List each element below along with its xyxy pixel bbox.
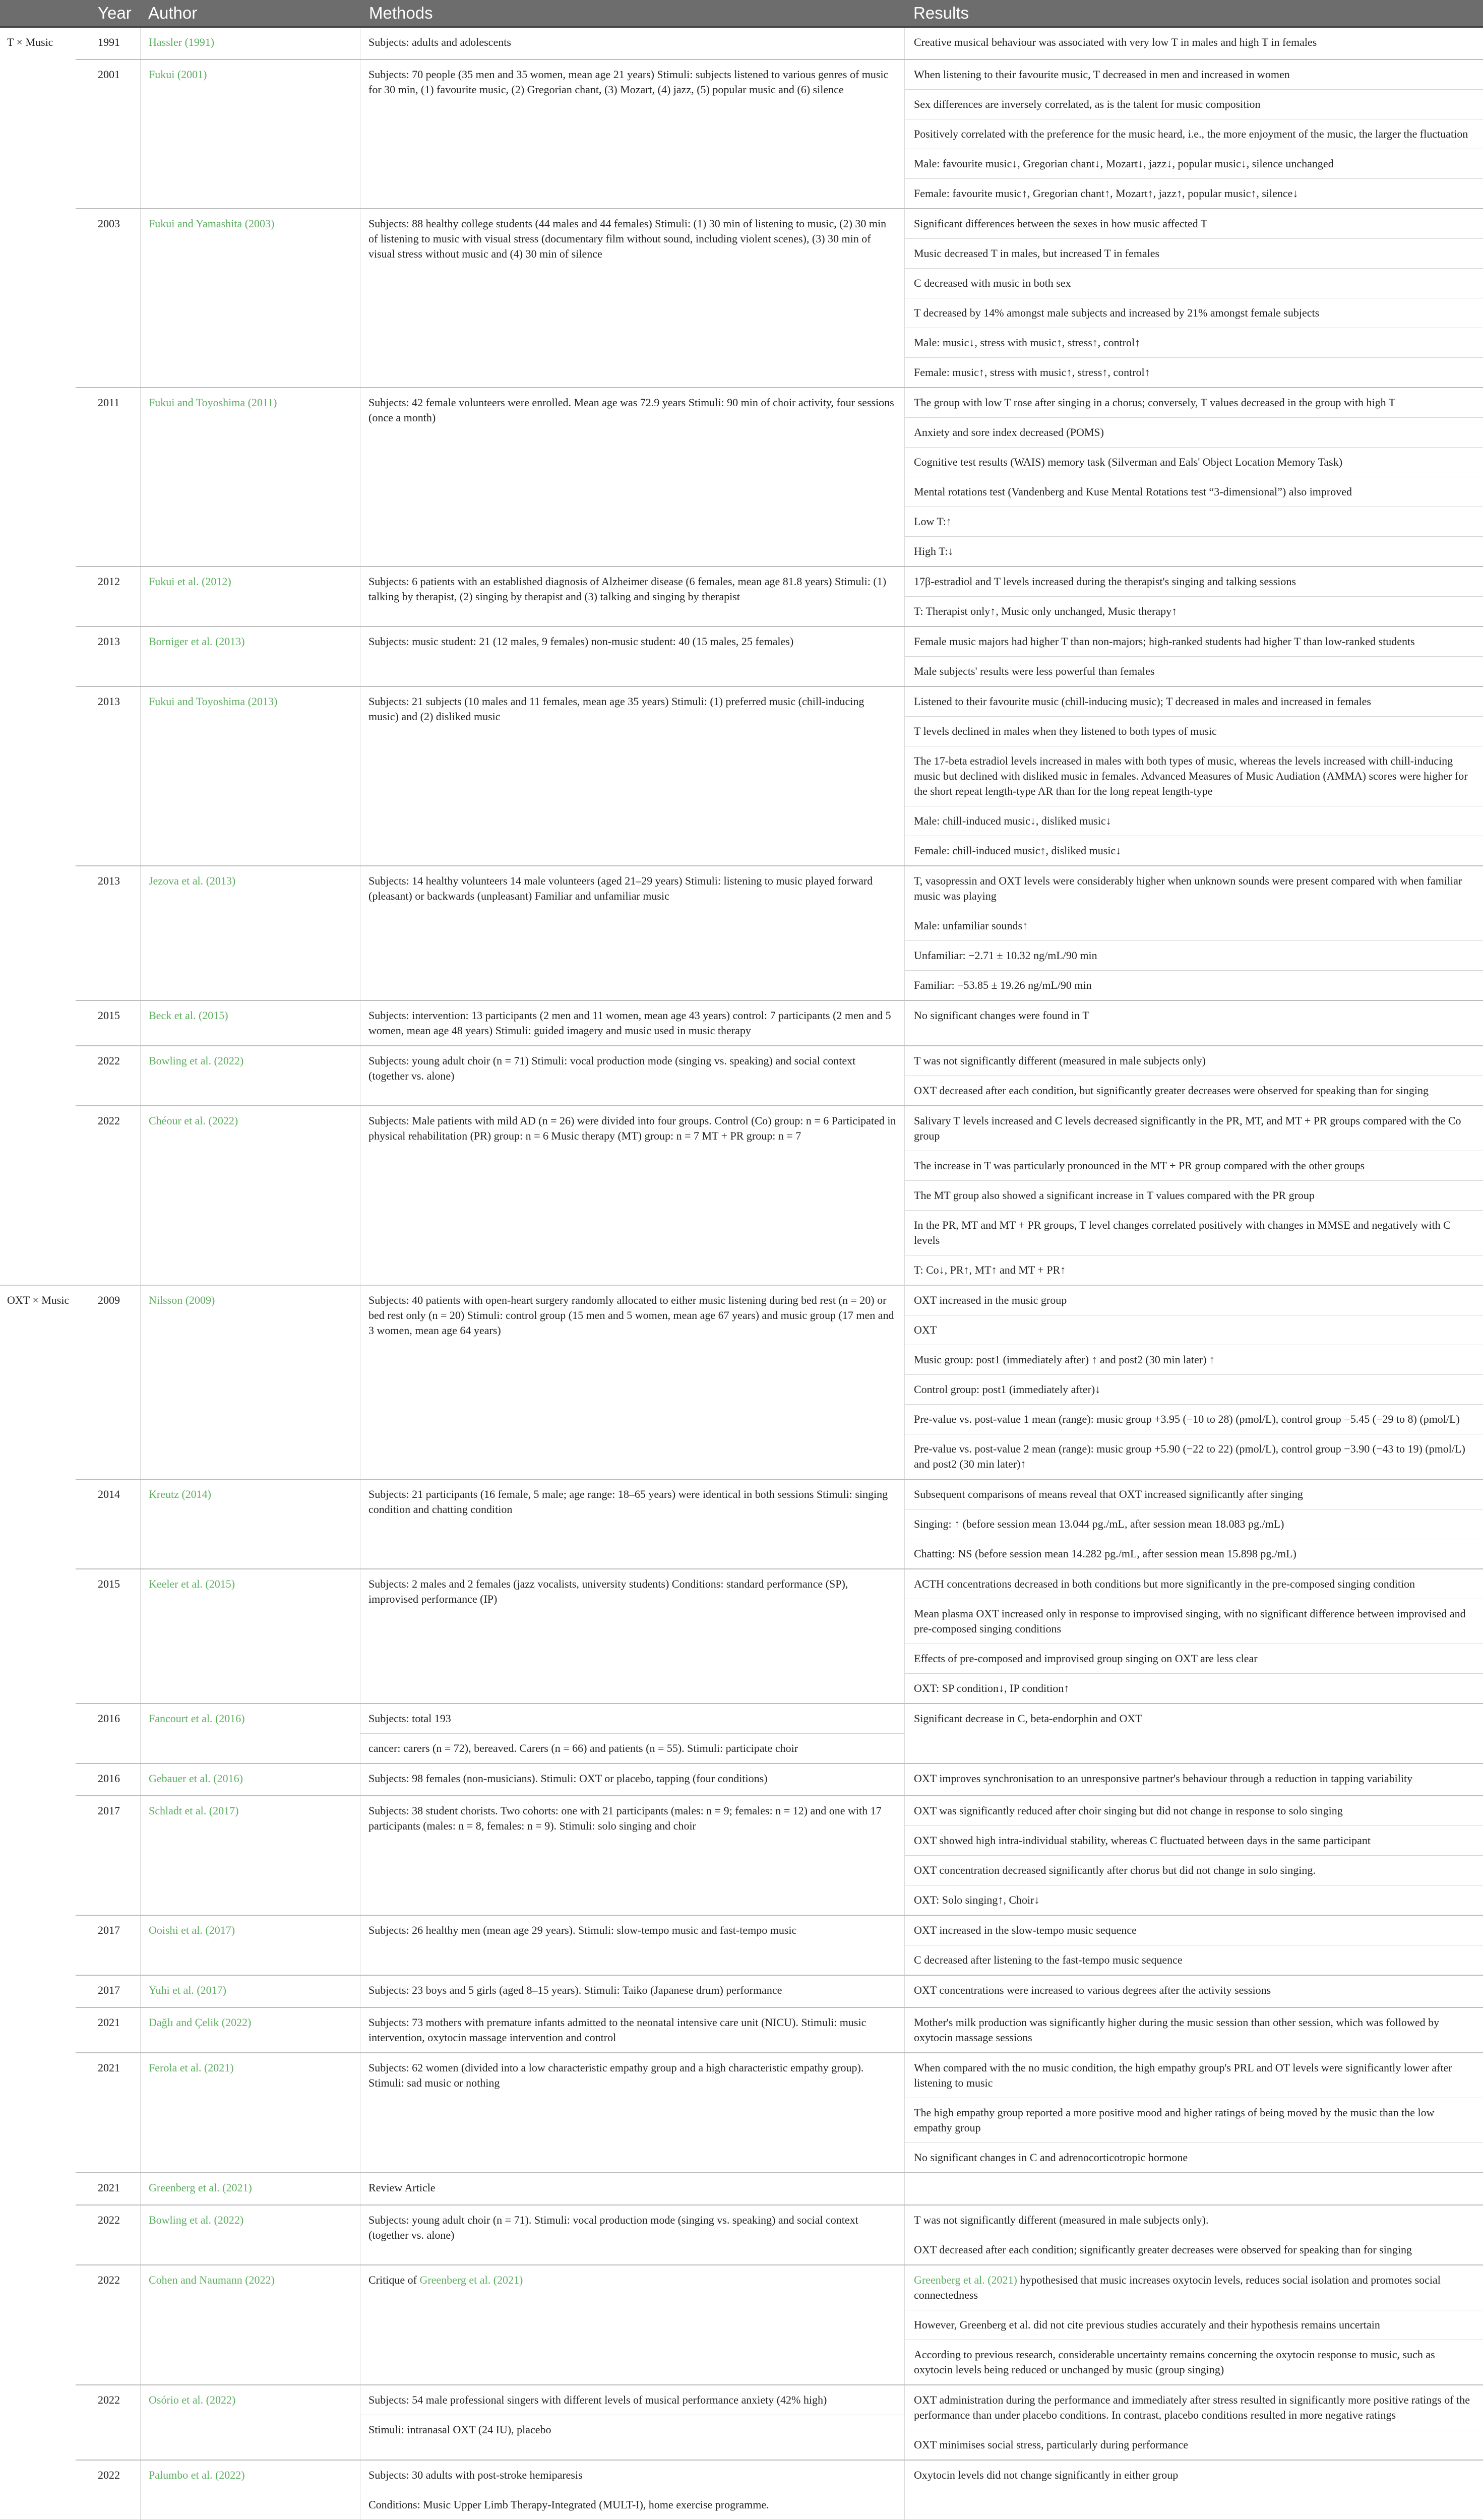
author-cell [140, 1286, 360, 1479]
year-text: 2013 [98, 635, 120, 648]
result-text: T levels declined in males when they listened to both types of music [905, 717, 1483, 746]
year-cell [76, 60, 140, 208]
results-cell [904, 2206, 1483, 2264]
result-text: Female music majors had higher T than non-majors; high-ranked students had higher T than low-ranked students [905, 627, 1483, 657]
author-cell [140, 1046, 360, 1105]
results-cell [904, 687, 1483, 865]
methods-cell [360, 866, 905, 1000]
results-cell [904, 2008, 1483, 2052]
author-cell [140, 388, 360, 566]
result-text: Salivary T levels increased and C levels decreased significantly in the PR, MT, and MT + PR groups compared with the Co group [905, 1106, 1483, 1151]
year-cell [76, 1046, 140, 1105]
methods-cell [360, 1001, 905, 1045]
year-cell [76, 388, 140, 566]
methods-cell [360, 1569, 905, 1703]
results-cell [904, 567, 1483, 626]
table-row [76, 2264, 1483, 2384]
author-cell [140, 1796, 360, 1915]
result-text: OXT decreased after each condition, but significantly greater decreases were observed for speaking than for singing [914, 1084, 1429, 1097]
methods-cell [360, 1764, 905, 1795]
author-citation-link[interactable]: Hassler (1991) [149, 36, 215, 48]
result-text: Significant differences between the sexes in how music affected T [905, 209, 1483, 239]
year-text: 2022 [98, 2393, 120, 2406]
methods-cell [360, 2008, 905, 2052]
methods-text: Subjects: 21 subjects (10 males and 11 females, mean age 35 years) Stimuli: (1) preferred music (chill-inducing music) and (2) disliked music [368, 695, 864, 723]
year-text: 2015 [98, 1009, 120, 1022]
results-cell [904, 1046, 1483, 1105]
year-cell [76, 567, 140, 626]
year-cell [76, 627, 140, 686]
author-cell [140, 1764, 360, 1795]
year-cell [76, 2461, 140, 2519]
result-text: Anxiety and sore index decreased (POMS) [905, 418, 1483, 448]
table-row [76, 59, 1483, 208]
year-cell [76, 1106, 140, 1285]
result-text: Mental rotations test (Vandenberg and Kuse Mental Rotations test “3-dimensional”) also improved [905, 477, 1483, 507]
result-text: No significant changes in C and adrenocorticotropic hormone [914, 2151, 1188, 2164]
methods-cell [360, 1046, 905, 1105]
results-cell [904, 2461, 1483, 2519]
author-citation-link[interactable]: Greenberg et al. (2021) [149, 2181, 252, 2194]
author-citation-link[interactable]: Ferola et al. (2021) [149, 2061, 234, 2074]
result-text: Chatting: NS (before session mean 14.282 pg./mL, after session mean 15.898 pg./mL) [914, 1547, 1296, 1560]
year-text: 2001 [98, 68, 120, 81]
author-cell [140, 2206, 360, 2264]
author-cell [140, 2053, 360, 2172]
results-cell [904, 866, 1483, 1000]
table-row [76, 1763, 1483, 1795]
result-text: OXT increased in the slow-tempo music sequence [905, 1916, 1483, 1945]
results-cell [904, 1569, 1483, 1703]
author-citation-link[interactable]: Gebauer et al. (2016) [149, 1772, 243, 1785]
result-text: Pre-value vs. post-value 1 mean (range): music group +3.95 (−10 to 28) (pmol/L), control group −5.45 (−29 to 8) (pmol/L) [905, 1405, 1483, 1434]
results-cell [904, 2265, 1483, 2384]
author-citation-link[interactable]: Bowling et al. (2022) [149, 2214, 244, 2226]
result-text [905, 2265, 1483, 2310]
result-text: Female: music↑, stress with music↑, stress↑, control↑ [914, 366, 1150, 379]
methods-cell [360, 687, 905, 865]
author-citation-link[interactable]: Dağlı and Çelik (2022) [149, 2016, 252, 2029]
table-row [76, 1479, 1483, 1568]
result-text: Sex differences are inversely correlated, as is the talent for music composition [905, 90, 1483, 119]
year-text: 2013 [98, 695, 120, 708]
results-cell [904, 60, 1483, 208]
methods-text: Subjects: 26 healthy men (mean age 29 years). Stimuli: slow-tempo music and fast-tempo music [368, 1924, 797, 1936]
table-row [76, 387, 1483, 566]
year-cell [76, 1001, 140, 1045]
methods-cell [360, 2461, 905, 2519]
year-text: 2012 [98, 575, 120, 588]
result-text: OXT increased in the music group [905, 1286, 1483, 1315]
author-citation-link[interactable]: Kreutz (2014) [149, 1488, 212, 1500]
result-text: OXT improves synchronisation to an unresponsive partner's behaviour through a reduction in tapping variability [914, 1772, 1413, 1785]
result-text: The MT group also showed a significant increase in T values compared with the PR group [905, 1181, 1483, 1211]
author-cell [140, 567, 360, 626]
author-cell [140, 209, 360, 387]
result-text: Low T:↑ [905, 507, 1483, 537]
result-text: Singing: ↑ (before session mean 13.044 pg./mL, after session mean 18.083 pg./mL) [905, 1509, 1483, 1539]
result-text: Oxytocin levels did not change significantly in either group [914, 2469, 1179, 2481]
author-cell [140, 627, 360, 686]
year-text: 2009 [98, 1294, 120, 1306]
header-results: Results [913, 4, 969, 22]
results-cell [904, 1796, 1483, 1915]
group-label: OXT × Music [7, 1294, 70, 1306]
year-cell [76, 2173, 140, 2204]
year-text: 2022 [98, 2274, 120, 2286]
methods-cell [360, 2206, 905, 2264]
table-row [76, 2384, 1483, 2460]
methods-text: Subjects: young adult choir (n = 71) Stimuli: vocal production mode (singing vs. speaking) and social context (together vs. alone) [368, 1054, 856, 1082]
methods-text: Subjects: 98 females (non-musicians). Stimuli: OXT or placebo, tapping (four conditions) [368, 1772, 768, 1785]
year-text: 2022 [98, 1114, 120, 1127]
author-cell [140, 60, 360, 208]
year-text: 2003 [98, 217, 120, 230]
methods-text: Subjects: 30 adults with post-stroke hemiparesis [368, 2469, 583, 2481]
table-row [76, 2204, 1483, 2264]
result-text: 17β-estradiol and T levels increased during the therapist's singing and talking sessions [905, 567, 1483, 597]
methods-cell [360, 1796, 905, 1915]
result-text: Male subjects' results were less powerful than females [914, 665, 1155, 677]
result-text: OXT: SP condition↓, IP condition↑ [914, 1682, 1070, 1694]
header-year: Year [98, 4, 132, 22]
result-text: However, Greenberg et al. did not cite previous studies accurately and their hypothesis remains uncertain [905, 2310, 1483, 2340]
result-text: Positively correlated with the preference for the music heard, i.e., the more enjoyment of the music, the larger the fluctuation [905, 119, 1483, 149]
results-cell [904, 1286, 1483, 1479]
result-text-rest: hypothesised that music increases oxytocin levels, reduces social isolation and promotes social connectedness [914, 2274, 1441, 2301]
result-text: High T:↓ [914, 545, 954, 557]
year-text: 2015 [98, 1578, 120, 1590]
year-text: 2021 [98, 2061, 120, 2074]
methods-prefix: Critique of [368, 2274, 420, 2286]
author-citation-link[interactable]: Nilsson (2009) [149, 1294, 215, 1306]
group-label: T × Music [7, 36, 53, 48]
year-text: 2013 [98, 874, 120, 887]
year-cell [76, 687, 140, 865]
result-text: C decreased with music in both sex [905, 269, 1483, 298]
results-cell [904, 627, 1483, 686]
result-text: No significant changes were found in T [914, 1009, 1089, 1022]
author-cell [140, 866, 360, 1000]
methods-text: Subjects: intervention: 13 participants (2 men and 11 women, mean age 43 years) control: 7 participants (2 men and 5 women, mean age 48 years) Stimuli: guided imagery and music used in music therapy [368, 1009, 891, 1037]
author-cell [140, 1480, 360, 1568]
author-cell [140, 1916, 360, 1975]
header-author: Author [148, 4, 198, 22]
year-cell [76, 866, 140, 1000]
year-cell [76, 1480, 140, 1568]
year-text: 2014 [98, 1488, 120, 1500]
year-text: 2022 [98, 2214, 120, 2226]
year-cell [76, 1569, 140, 1703]
year-text: 2017 [98, 1924, 120, 1936]
author-citation-link[interactable]: Palumbo et al. (2022) [149, 2469, 245, 2481]
author-cell [140, 28, 360, 59]
result-text: Significant decrease in C, beta-endorphin and OXT [914, 1712, 1142, 1725]
result-text: T, vasopressin and OXT levels were considerably higher when unknown sounds were present compared with when familiar music was playing [905, 866, 1483, 911]
result-text: Female: favourite music↑, Gregorian chant↑, Mozart↑, jazz↑, popular music↑, silence↓ [914, 187, 1299, 200]
table-row [76, 2052, 1483, 2172]
year-text: 2017 [98, 1804, 120, 1817]
author-citation-link[interactable]: Fukui (2001) [149, 68, 207, 81]
methods-text: Subjects: music student: 21 (12 males, 9 females) non-music student: 40 (15 males, 25 females) [368, 635, 794, 648]
author-citation-link[interactable]: Ooishi et al. (2017) [149, 1924, 235, 1936]
methods-text: Subjects: 73 mothers with premature infants admitted to the neonatal intensive care unit (NICU). Stimuli: music intervention, oxytocin massage intervention and control [368, 2016, 867, 2044]
table-row [76, 1000, 1483, 1045]
author-cell [140, 2461, 360, 2519]
year-text: 2011 [98, 396, 120, 409]
table-row [76, 1568, 1483, 1703]
row-group [0, 28, 1483, 1286]
table-row [76, 2172, 1483, 2204]
year-cell [76, 2053, 140, 2172]
table-row [76, 208, 1483, 387]
methods-text: Review Article [368, 2181, 436, 2194]
result-text: OXT administration during the performance and immediately after stress resulted in significantly more positive ratings of the performance than under placebo conditions. In contrast, placebo conditions resulted in more negative ratings [905, 2385, 1483, 2430]
table-row [76, 1703, 1483, 1763]
result-text: The high empathy group reported a more positive mood and higher ratings of being moved by the music than the low empathy group [905, 2098, 1483, 2143]
result-text: OXT [905, 1315, 1483, 1345]
methods-text: Subjects: 54 male professional singers with different levels of musical performance anxiety (42% high) [368, 2393, 827, 2406]
result-text: Mean plasma OXT increased only in response to improvised singing, with no significant difference between improvised and pre-composed singing conditions [905, 1599, 1483, 1644]
methods-text: Subjects: 14 healthy volunteers 14 male volunteers (aged 21–29 years) Stimuli: listening to music played forward (pleasant) or backwards (unpleasant) Familiar and unfamiliar music [368, 874, 873, 902]
year-cell [76, 2206, 140, 2264]
year-text: 1991 [98, 36, 120, 48]
results-cell [904, 1976, 1483, 2007]
methods-text: Subjects: 38 student chorists. Two cohorts: one with 21 participants (males: n = 9; females: n = 12) and one with 17 participants (males: n = 8, females: n = 9). Stimuli: solo singing and choir [368, 1804, 882, 1832]
result-text: Pre-value vs. post-value 2 mean (range): music group +5.90 (−22 to 22) (pmol/L), control group −3.90 (−43 to 19) (pmol/L) and post2 (30 min later)↑ [914, 1442, 1465, 1470]
result-text: T decreased by 14% amongst male subjects and increased by 21% amongst female subjects [905, 298, 1483, 328]
methods-cell [360, 1976, 905, 2007]
methods-text: Conditions: Music Upper Limb Therapy-Integrated (MULT-I), home exercise programme. [360, 2490, 905, 2519]
year-cell [76, 1796, 140, 1915]
methods-text: Subjects: 42 female volunteers were enrolled. Mean age was 72.9 years Stimuli: 90 min of choir activity, four sessions (once a month) [368, 396, 894, 424]
methods-citation-link[interactable]: Greenberg et al. (2021) [419, 2274, 523, 2286]
methods-cell [360, 1704, 905, 1763]
result-text: C decreased after listening to the fast-tempo music sequence [914, 1954, 1183, 1966]
results-cell [904, 388, 1483, 566]
methods-text: Subjects: 23 boys and 5 girls (aged 8–15 years). Stimuli: Taiko (Japanese drum) performance [368, 1984, 782, 1996]
year-cell [76, 1976, 140, 2007]
row-group [0, 1286, 1483, 2520]
methods-text: Subjects: young adult choir (n = 71). Stimuli: vocal production mode (singing vs. speaking) and social context (together vs. alone) [368, 2214, 858, 2241]
result-text: OXT concentrations were increased to various degrees after the activity sessions [914, 1984, 1271, 1996]
result-text: Unfamiliar: −2.71 ± 10.32 ng/mL/90 min [905, 941, 1483, 971]
table-header [0, 0, 1483, 28]
result-text: Familiar: −53.85 ± 19.26 ng/mL/90 min [914, 979, 1092, 991]
results-cell [904, 1764, 1483, 1795]
result-text: T: Co↓, PR↑, MT↑ and MT + PR↑ [914, 1264, 1066, 1276]
author-citation-link[interactable]: Osório et al. (2022) [149, 2393, 236, 2406]
result-text: Male: chill-induced music↓, disliked music↓ [905, 806, 1483, 836]
author-cell [140, 687, 360, 865]
author-citation-link[interactable]: Fukui and Toyoshima (2013) [149, 695, 278, 708]
result-text: OXT: Solo singing↑, Choir↓ [914, 1894, 1040, 1906]
methods-cell [360, 2053, 905, 2172]
methods-text: Subjects: 40 patients with open-heart surgery randomly allocated to either music listening during bed rest (n = 20) or bed rest only (n = 20) Stimuli: control group (15 men and 5 women, mean age 67 years) and music group (17 men and 3 women, mean age 64 years) [368, 1294, 894, 1337]
header-methods: Methods [369, 4, 433, 22]
result-text: The group with low T rose after singing in a chorus; conversely, T values decreased in the group with high T [905, 388, 1483, 418]
year-text: 2022 [98, 2469, 120, 2481]
result-text: Mother's milk production was significantly higher during the music session than other session, which was followed by oxytocin massage sessions [914, 2016, 1440, 2044]
author-cell [140, 1704, 360, 1763]
methods-cell [360, 627, 905, 686]
results-cell [904, 1106, 1483, 1285]
table-row [76, 626, 1483, 686]
year-cell [76, 2385, 140, 2460]
year-text: 2022 [98, 1054, 120, 1067]
author-citation-link[interactable]: Fukui and Yamashita (2003) [149, 217, 275, 230]
methods-text: Subjects: 70 people (35 men and 35 women, mean age 21 years) Stimuli: subjects listened to various genres of music for 30 min, (1) favourite music, (2) Gregorian chant, (3) Mozart, (4) jazz, (5) popular music and (6) silence [368, 68, 889, 96]
result-text: When compared with the no music condition, the high empathy group's PRL and OT levels were significantly lower after listening to music [905, 2053, 1483, 2098]
results-cell [904, 2173, 1483, 2204]
methods-cell [360, 567, 905, 626]
year-text: 2021 [98, 2181, 120, 2194]
methods-text [360, 2265, 905, 2295]
result-text: Music decreased T in males, but increased T in females [905, 239, 1483, 269]
result-text: The increase in T was particularly pronounced in the MT + PR group compared with the other groups [905, 1151, 1483, 1181]
author-cell [140, 1569, 360, 1703]
methods-cell [360, 1480, 905, 1568]
result-text: Male: unfamiliar sounds↑ [905, 911, 1483, 941]
author-citation-link[interactable]: Fancourt et al. (2016) [149, 1712, 245, 1725]
results-cell [904, 1001, 1483, 1045]
result-text: Male: favourite music↓, Gregorian chant↓, Mozart↓, jazz↓, popular music↓, silence unchanged [905, 149, 1483, 179]
methods-text: Subjects: adults and adolescents [368, 36, 511, 48]
author-citation-link[interactable]: Fukui et al. (2012) [149, 575, 231, 588]
result-text: OXT concentration decreased significantly after chorus but did not change in solo singing. [905, 1856, 1483, 1885]
table-row [76, 28, 1483, 59]
result-text: OXT was significantly reduced after choir singing but did not change in response to solo singing [905, 1796, 1483, 1826]
table-row [76, 566, 1483, 626]
methods-text: Subjects: 21 participants (16 female, 5 male; age range: 18–65 years) were identical in both sessions Stimuli: singing condition and chatting condition [368, 1488, 888, 1516]
methods-cell [360, 60, 905, 208]
result-text: Subsequent comparisons of means reveal that OXT increased significantly after singing [905, 1480, 1483, 1509]
table-row [76, 1975, 1483, 2007]
year-cell [76, 2265, 140, 2384]
result-text: ACTH concentrations decreased in both conditions but more significantly in the pre-composed singing condition [905, 1569, 1483, 1599]
result-text [905, 2173, 1483, 2204]
table-row [76, 865, 1483, 1000]
year-cell [76, 1704, 140, 1763]
table-row [76, 1286, 1483, 1479]
result-text: Male: music↓, stress with music↑, stress↑, control↑ [905, 328, 1483, 358]
table-row [76, 2460, 1483, 2519]
author-citation-link[interactable]: Jezova et al. (2013) [149, 874, 236, 887]
methods-text: Subjects: Male patients with mild AD (n = 26) were divided into four groups. Control (Co) group: n = 6 Participated in physical rehabilitation (PR) group: n = 6 Music therapy (MT) group: n = 7 MT + PR group: n = 7 [368, 1114, 896, 1142]
table-row [76, 1915, 1483, 1975]
methods-cell [360, 209, 905, 387]
year-text: 2016 [98, 1772, 120, 1785]
results-cell [904, 209, 1483, 387]
author-cell [140, 2385, 360, 2460]
year-text: 2021 [98, 2016, 120, 2029]
methods-text: cancer: carers (n = 72), bereaved. Carers (n = 66) and patients (n = 55). Stimuli: participate choir [360, 1733, 905, 1763]
methods-cell [360, 2173, 905, 2204]
results-citation-link[interactable]: Greenberg et al. (2021) [914, 2274, 1017, 2286]
result-text: T: Therapist only↑, Music only unchanged, Music therapy↑ [914, 605, 1178, 617]
result-text: OXT minimises social stress, particularly during performance [914, 2438, 1188, 2451]
author-cell [140, 1976, 360, 2007]
results-cell [904, 2053, 1483, 2172]
methods-text: Stimuli: intranasal OXT (24 IU), placebo [360, 2415, 905, 2444]
result-text: T was not significantly different (measured in male subjects only). [905, 2206, 1483, 2235]
result-text: Effects of pre-composed and improvised group singing on OXT are less clear [905, 1644, 1483, 1674]
author-citation-link[interactable]: Beck et al. (2015) [149, 1009, 228, 1022]
result-text: The 17-beta estradiol levels increased in males with both types of music, whereas the levels increased with chill-inducing music but declined with disliked music in females. Advanced Measures of Music Audiation (AMMA) scores were higher for the short repeat length-type AR than for the long repeat length-type [905, 746, 1483, 806]
methods-text: Subjects: total 193 [368, 1712, 451, 1725]
result-text: T was not significantly different (measured in male subjects only) [905, 1046, 1483, 1076]
methods-cell [360, 388, 905, 566]
author-cell [140, 1001, 360, 1045]
result-text: Cognitive test results (WAIS) memory task (Silverman and Eals' Object Location Memory Task) [905, 448, 1483, 477]
author-citation-link[interactable]: Borniger et al. (2013) [149, 635, 245, 648]
year-text: 2016 [98, 1712, 120, 1725]
results-cell [904, 1480, 1483, 1568]
result-text: Listened to their favourite music (chill-inducing music); T decreased in males and increased in females [905, 687, 1483, 717]
results-cell [904, 1704, 1483, 1763]
methods-text: Subjects: 62 women (divided into a low characteristic empathy group and a high characteristic empathy group). Stimuli: sad music or nothing [368, 2061, 864, 2089]
year-cell [76, 1916, 140, 1975]
author-citation-link[interactable]: Schladt et al. (2017) [149, 1804, 239, 1817]
year-cell [76, 2008, 140, 2052]
author-citation-link[interactable]: Keeler et al. (2015) [149, 1578, 235, 1590]
methods-cell [360, 1286, 905, 1479]
table-row [76, 1795, 1483, 1915]
results-cell [904, 28, 1483, 59]
methods-cell [360, 2385, 905, 2460]
table-row [76, 1045, 1483, 1105]
methods-text: Subjects: 88 healthy college students (44 males and 44 females) Stimuli: (1) 30 min of listening to music, (2) 30 min of listening to music with visual stress (documentary film without sound, including violent scenes), (3) 30 min of visual stress without music and (4) 30 min of silence [368, 217, 887, 260]
year-cell [76, 28, 140, 59]
author-citation-link[interactable]: Bowling et al. (2022) [149, 1054, 244, 1067]
methods-text: Subjects: 6 patients with an established diagnosis of Alzheimer disease (6 females, mean age 81.8 years) Stimuli: (1) talking by therapist, (2) singing by therapist and (3) talking and singing by therapist [368, 575, 887, 603]
methods-cell [360, 28, 905, 59]
author-cell [140, 2173, 360, 2204]
result-text: According to previous research, considerable uncertainty remains concerning the oxytocin response to music, such as oxytocin levels being reduced or unchanged by music (group singing) [914, 2348, 1435, 2376]
year-cell [76, 1764, 140, 1795]
year-cell [76, 209, 140, 387]
table-row [76, 2007, 1483, 2052]
author-cell [140, 2265, 360, 2384]
result-text: In the PR, MT and MT + PR groups, T level changes correlated positively with changes in MMSE and negatively with C levels [905, 1211, 1483, 1255]
result-text: Control group: post1 (immediately after)↓ [905, 1375, 1483, 1405]
year-text: 2017 [98, 1984, 120, 1996]
author-cell [140, 1106, 360, 1285]
author-citation-link[interactable]: Cohen and Naumann (2022) [149, 2274, 275, 2286]
year-cell [76, 1286, 140, 1479]
methods-cell [360, 2265, 905, 2384]
result-text: Female: chill-induced music↑, disliked music↓ [914, 844, 1122, 857]
table-row [76, 1105, 1483, 1285]
result-text: OXT decreased after each condition; significantly greater decreases were observed for speaking than for singing [914, 2243, 1412, 2256]
author-citation-link[interactable]: Fukui and Toyoshima (2011) [149, 396, 277, 409]
author-citation-link[interactable]: Yuhi et al. (2017) [149, 1984, 226, 1996]
result-text: When listening to their favourite music, T decreased in men and increased in women [905, 60, 1483, 90]
methods-cell [360, 1106, 905, 1285]
result-text: Creative musical behaviour was associated with very low T in males and high T in females [914, 36, 1317, 48]
methods-cell [360, 1916, 905, 1975]
methods-text: Subjects: 2 males and 2 females (jazz vocalists, university students) Conditions: standard performance (SP), improvised performance (IP) [368, 1578, 848, 1605]
table-row [76, 686, 1483, 865]
result-text: OXT showed high intra-individual stability, whereas C fluctuated between days in the same participant [905, 1826, 1483, 1856]
results-cell [904, 2385, 1483, 2460]
results-cell [904, 1916, 1483, 1975]
author-citation-link[interactable]: Chéour et al. (2022) [149, 1114, 238, 1127]
result-text: Music group: post1 (immediately after) ↑ and post2 (30 min later) ↑ [905, 1345, 1483, 1375]
author-cell [140, 2008, 360, 2052]
